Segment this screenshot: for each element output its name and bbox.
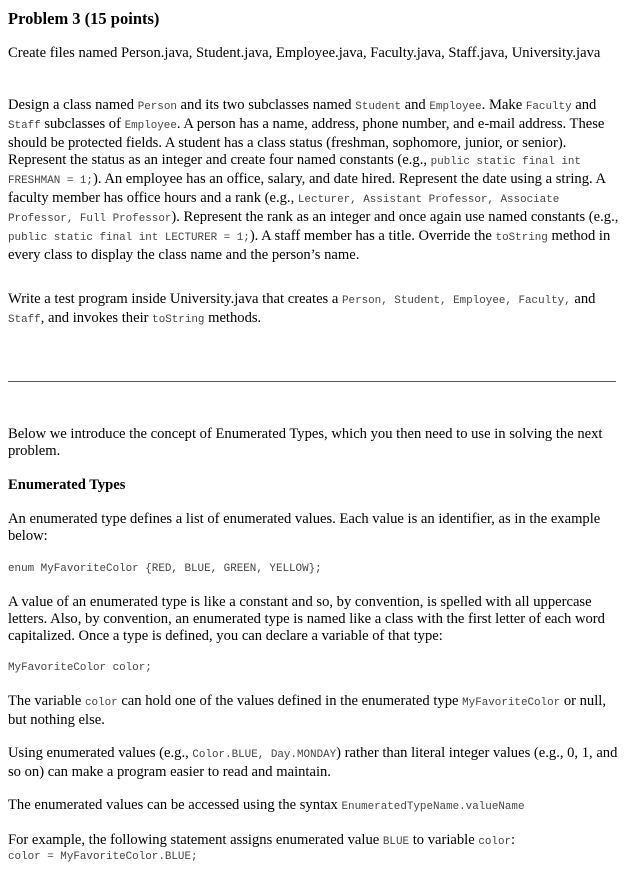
text-run: Write a test program inside University.java that creates a [8,291,342,307]
code-ranks: Lecturer, Assistant Professor, Associate Professor, Full Professor [8,194,560,225]
text-run: subclasses of [40,116,125,132]
enum-heading: Enumerated Types [8,477,126,493]
text-run: For example, the following statement assigns enumerated value [8,832,383,848]
text-run: method in every class to display the class name and the person’s name. [8,228,611,263]
text-run: Using enumerated values (e.g., [8,745,193,761]
example-paragraph [8,832,620,851]
code-blue: BLUE [382,836,410,848]
code-type-name: MyFavoriteColor [462,697,561,709]
variable-paragraph [8,693,620,729]
constant-paragraph: A value of an enumerated type is like a constant and so, by convention, is spelled with all uppercase letters. Also, by convention, an enumerated type is named like a class with the first letter of each word capitalized. Once a type is defined, you can declare a variable of that type: [8,594,605,644]
text-run: ). An employee has an office, salary, and date hired. Represent the date using a string. A faculty member has office hours and a rank (e.g., [8,171,606,206]
text-run: The variable [8,693,85,709]
text-run: ) rather than literal integer values (e.g., 0, 1, and so on) can make a program easier to read and maintain. [8,745,618,780]
text-run: : [511,832,516,848]
text-run: . A person has a name, address, phone number, and e-mail address. These should be protected fields. A student has a class status (freshman, sophomore, junior, or senior). Represent the status as an integer and create four named constants (e.g., [8,116,605,168]
declaration-code-example: MyFavoriteColor color; [8,662,152,674]
code-syntax: EnumeratedTypeName.valueName [341,801,525,813]
text-run: and [401,97,430,113]
using-paragraph [8,745,620,781]
text-run: . Make [481,97,526,113]
text-run: Design a class named [8,97,138,113]
text-run: and [571,97,597,113]
enum-code-example: enum MyFavoriteColor {RED, BLUE, GREEN, YELLOW}; [8,563,322,575]
problem-title: Problem 3 (15 points) [8,9,160,28]
code-color: color [84,697,118,709]
code-employee: Employee [429,101,482,113]
section-divider [8,381,616,382]
text-run: can hold one of the values defined in the enumerated type [117,693,463,709]
text-run: and its two subclasses named [176,97,356,113]
text-run: to variable [409,832,479,848]
code-faculty: Faculty [525,101,572,113]
code-person: Person [137,101,177,113]
code-tostring: toString [152,314,205,326]
test-paragraph [8,291,620,329]
code-lecturer-constant: public static final int LECTURER = 1; [8,232,250,244]
text-run: ). A staff member has a title. Override the [249,228,496,244]
enum-intro-paragraph: Below we introduce the concept of Enumerated Types, which you then need to use in solving the next problem. [8,426,603,459]
enum-definition-paragraph: An enumerated type defines a list of enumerated values. Each value is an identifier, as in the example below: [8,511,601,544]
text-run: The enumerated values can be accessed using the syntax [8,797,342,813]
code-tostring: toString [495,232,548,244]
code-staff: Staff [8,120,41,132]
design-paragraph [8,97,620,264]
code-student: Student [355,101,401,113]
text-run: or null, but nothing else. [8,693,606,728]
text-run: methods. [204,310,262,326]
code-employee: Employee [124,120,177,132]
syntax-paragraph [8,797,620,816]
text-run: ). Represent the rank as an integer and once again use named constants (e.g., [171,209,619,225]
text-run: and [570,291,596,307]
code-classes: Person, Student, Employee, Faculty, [342,295,571,307]
assignment-code-example: color = MyFavoriteColor.BLUE; [8,851,198,863]
code-color: color [478,836,512,848]
code-staff: Staff [8,314,41,326]
code-freshman-constant: public static final int FRESHMAN = 1; [8,156,581,187]
code-enum-values: Color.BLUE, Day.MONDAY [192,749,337,761]
text-run: , and invokes their [40,310,153,326]
files-paragraph: Create files named Person.java, Student.java, Employee.java, Faculty.java, Staff.java, University.java [8,45,601,61]
